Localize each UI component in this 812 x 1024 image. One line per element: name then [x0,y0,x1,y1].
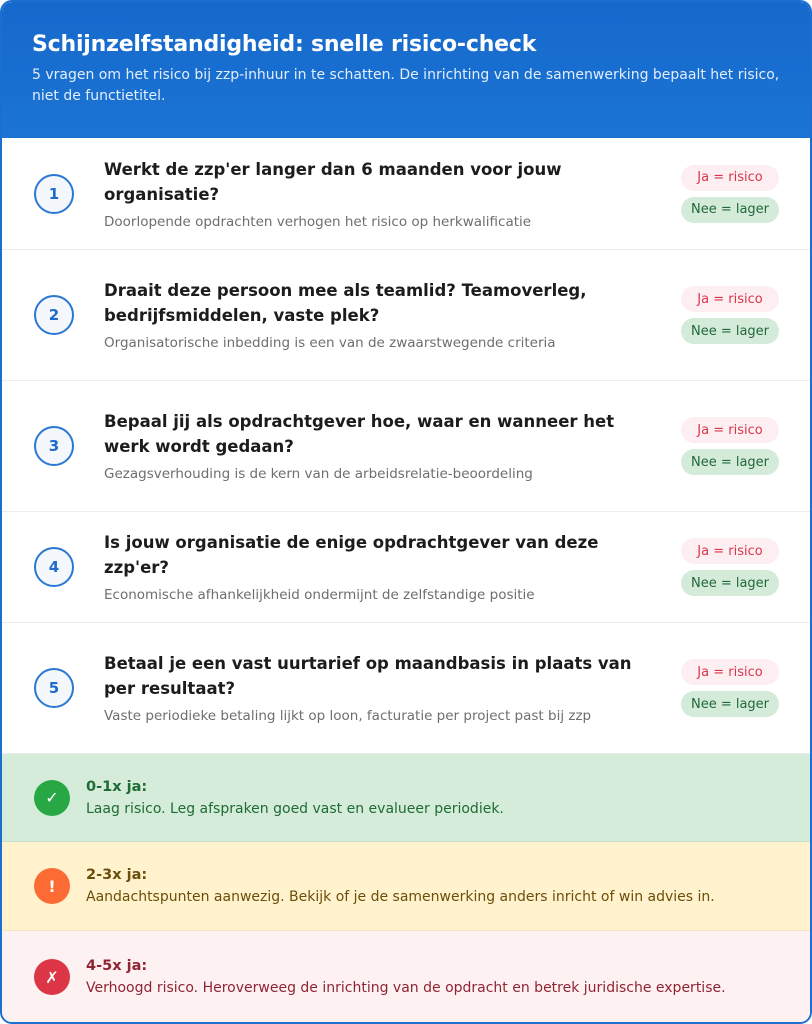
yes-risk-pill[interactable]: Ja = risico [681,165,779,191]
cross-icon: ✗ [34,959,70,995]
exclamation-icon: ! [34,868,70,904]
question-subtitle: Gezagsverhouding is de kern van de arbeidsrelatie-beoordeling [104,466,533,482]
question-title: Draait deze persoon mee als teamlid? Teamoverleg, bedrijfsmiddelen, vaste plek? [104,281,587,325]
question-number-badge: 3 [34,426,74,466]
question-number-badge: 1 [34,174,74,214]
question-title: Betaal je een vast uurtarief op maandbasis in plaats van per resultaat? [104,654,632,698]
question-subtitle: Organisatorische inbedding is een van de zwaarstwegende criteria [104,335,556,351]
result-description: Aandachtspunten aanwezig. Bekijk of je de samenwerking anders inricht of win advies in. [86,889,715,905]
yes-risk-pill[interactable]: Ja = risico [681,659,779,685]
result-title: 4-5x ja: [86,958,148,974]
result-low-risk [2,754,810,842]
question-row [2,512,810,623]
result-title: 2-3x ja: [86,867,148,883]
question-number-badge: 5 [34,668,74,708]
header [2,2,810,138]
result-medium-risk [2,842,810,931]
check-icon: ✓ [34,780,70,816]
question-row [2,250,810,381]
question-row [2,381,810,512]
result-description: Laag risico. Leg afspraken goed vast en evalueer periodiek. [86,800,504,817]
question-title: Werkt de zzp'er langer dan 6 maanden voor jouw organisatie? [104,159,562,204]
yes-risk-pill[interactable]: Ja = risico [681,286,779,312]
question-row [2,138,810,250]
page-title: Schijnzelfstandigheid: snelle risico-check [32,32,537,57]
page-subtitle: 5 vragen om het risico bij zzp-inhuur in te schatten. De inrichting van de samenwerking bepaalt het risico, niet de functietitel. [32,67,780,104]
no-lower-pill[interactable]: Nee = lager [681,449,779,475]
result-title: 0-1x ja: [86,778,148,795]
question-row [2,623,810,754]
question-number-badge: 4 [34,547,74,587]
question-subtitle: Doorlopende opdrachten verhogen het risico op herkwalificatie [104,213,532,230]
yes-risk-pill[interactable]: Ja = risico [681,538,779,564]
question-number-badge: 2 [34,295,74,335]
no-lower-pill[interactable]: Nee = lager [681,570,779,596]
question-title: Bepaal jij als opdrachtgever hoe, waar en wanneer het werk wordt gedaan? [104,412,615,456]
question-subtitle: Vaste periodieke betaling lijkt op loon, facturatie per project past bij zzp [104,708,592,724]
result-description: Verhoogd risico. Heroverweeg de inrichting van de opdracht en betrek juridische expertise. [86,980,726,996]
yes-risk-pill[interactable]: Ja = risico [681,417,779,443]
no-lower-pill[interactable]: Nee = lager [681,691,779,717]
result-high-risk [2,931,810,1023]
question-title: Is jouw organisatie de enige opdrachtgever van deze zzp'er? [104,533,599,577]
question-subtitle: Economische afhankelijkheid ondermijnt de zelfstandige positie [104,587,535,603]
no-lower-pill[interactable]: Nee = lager [681,318,779,344]
no-lower-pill[interactable]: Nee = lager [681,197,779,223]
